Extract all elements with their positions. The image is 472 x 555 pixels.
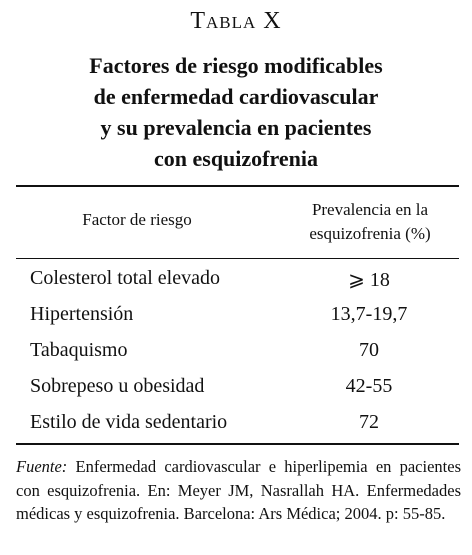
column-header-factor: Factor de riesgo bbox=[82, 210, 192, 229]
source-label: Fuente: bbox=[16, 457, 68, 476]
table-row bbox=[0, 407, 472, 443]
caption-line: Factores de riesgo modificables bbox=[89, 53, 383, 78]
table-body bbox=[0, 263, 472, 443]
caption-line: con esquizofrenia bbox=[154, 146, 318, 171]
table-top-rule bbox=[16, 185, 459, 187]
factor-cell: Tabaquismo bbox=[30, 339, 128, 361]
prevalence-cell: 42-55 bbox=[345, 375, 393, 397]
table-row bbox=[0, 263, 472, 299]
caption-line: y su prevalencia en pacientes bbox=[100, 115, 372, 140]
column-header-line: Prevalencia en la bbox=[311, 200, 429, 219]
table-number: Tabla X bbox=[190, 8, 282, 34]
factor-cell: Estilo de vida sedentario bbox=[30, 411, 228, 433]
source-text: Enfermedad cardiovascular e hiperlipemia en pacientes con esquizofrenia. En: Meyer JM, Nasrallah HA. Enfermedades médicas y esquizofrenia. Barcelona: Ars Médica; 2004. p: 55-85. bbox=[16, 457, 461, 523]
prevalence-cell: 13,7-19,7 bbox=[330, 303, 408, 325]
factor-cell: Hipertensión bbox=[30, 303, 134, 325]
prevalence-cell: 72 bbox=[359, 411, 379, 433]
source-note bbox=[16, 455, 461, 526]
table-row bbox=[0, 335, 472, 371]
prevalence-cell: 70 bbox=[359, 339, 379, 361]
factor-cell: Sobrepeso u obesidad bbox=[30, 375, 205, 397]
table-row bbox=[0, 371, 472, 407]
caption-line: de enfermedad cardiovascular bbox=[93, 84, 379, 109]
table-header-rule bbox=[16, 258, 459, 259]
table-bottom-rule bbox=[16, 443, 459, 445]
table-row bbox=[0, 299, 472, 335]
table-caption bbox=[0, 50, 472, 174]
factor-cell: Colesterol total elevado bbox=[30, 267, 220, 289]
column-header-line: esquizofrenia (%) bbox=[309, 224, 431, 243]
column-header-prevalence bbox=[265, 198, 472, 246]
prevalence-cell: ⩾ 18 bbox=[348, 269, 390, 291]
